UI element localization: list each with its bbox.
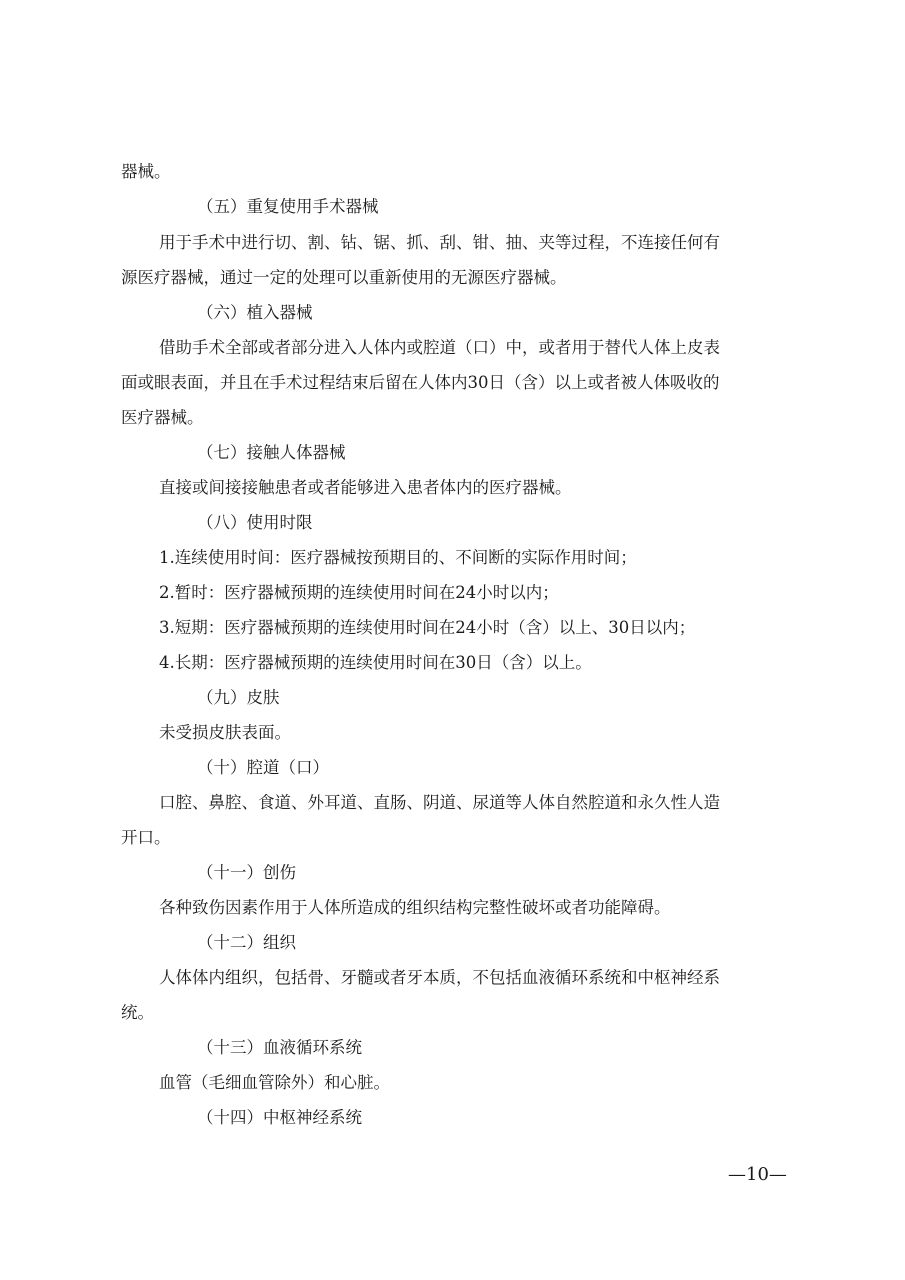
body-text-line: 直接或间接接触患者或者能够进入患者体内的医疗器械。: [159, 478, 572, 497]
section-heading: （六）植入器械: [197, 303, 313, 322]
section-heading: （七）接触人体器械: [197, 443, 346, 462]
body-text-line: 口腔、鼻腔、食道、外耳道、直肠、阴道、尿道等人体自然腔道和永久性人造: [159, 793, 720, 812]
section-heading: （十二）组织: [197, 933, 296, 952]
body-text-line: 未受损皮肤表面。: [159, 723, 291, 742]
list-item: 4.长期：医疗器械预期的连续使用时间在30日（含）以上。: [159, 653, 592, 672]
section-heading: （十）腔道（口）: [197, 758, 329, 777]
body-text-line: 血管（毛细血管除外）和心脏。: [159, 1073, 390, 1092]
body-text-line: 开口。: [121, 828, 171, 847]
body-text-line: 各种致伤因素作用于人体所造成的组织结构完整性破坏或者功能障碍。: [159, 898, 671, 917]
page-number: —10—: [728, 1164, 787, 1185]
body-text-line: 源医疗器械，通过一定的处理可以重新使用的无源医疗器械。: [121, 268, 567, 287]
body-text-line: 医疗器械。: [121, 408, 204, 427]
body-text-line: 人体体内组织，包括骨、牙髓或者牙本质，不包括血液循环系统和中枢神经系: [159, 968, 720, 987]
list-item: 1.连续使用时间：医疗器械按预期目的、不间断的实际作用时间；: [159, 548, 637, 567]
section-heading: （十四）中枢神经系统: [197, 1108, 362, 1127]
list-item: 2.暂时：医疗器械预期的连续使用时间在24小时以内；: [159, 583, 559, 602]
section-heading: （九）皮肤: [197, 688, 280, 707]
body-text-line: 器械。: [121, 162, 171, 181]
body-text-line: 用于手术中进行切、割、钻、锯、抓、刮、钳、抽、夹等过程，不连接任何有: [159, 233, 720, 252]
section-heading: （十三）血液循环系统: [197, 1038, 362, 1057]
list-item: 3.短期：医疗器械预期的连续使用时间在24小时（含）以上、30日以内；: [159, 618, 696, 637]
section-heading: （十一）创伤: [197, 863, 296, 882]
body-text-line: 面或眼表面，并且在手术过程结束后留在人体内30日（含）以上或者被人体吸收的: [121, 373, 720, 392]
section-heading: （八）使用时限: [197, 513, 313, 532]
body-text-line: 统。: [121, 1003, 154, 1022]
section-heading: （五）重复使用手术器械: [197, 197, 379, 216]
body-text-line: 借助手术全部或者部分进入人体内或腔道（口）中，或者用于替代人体上皮表: [159, 338, 720, 357]
